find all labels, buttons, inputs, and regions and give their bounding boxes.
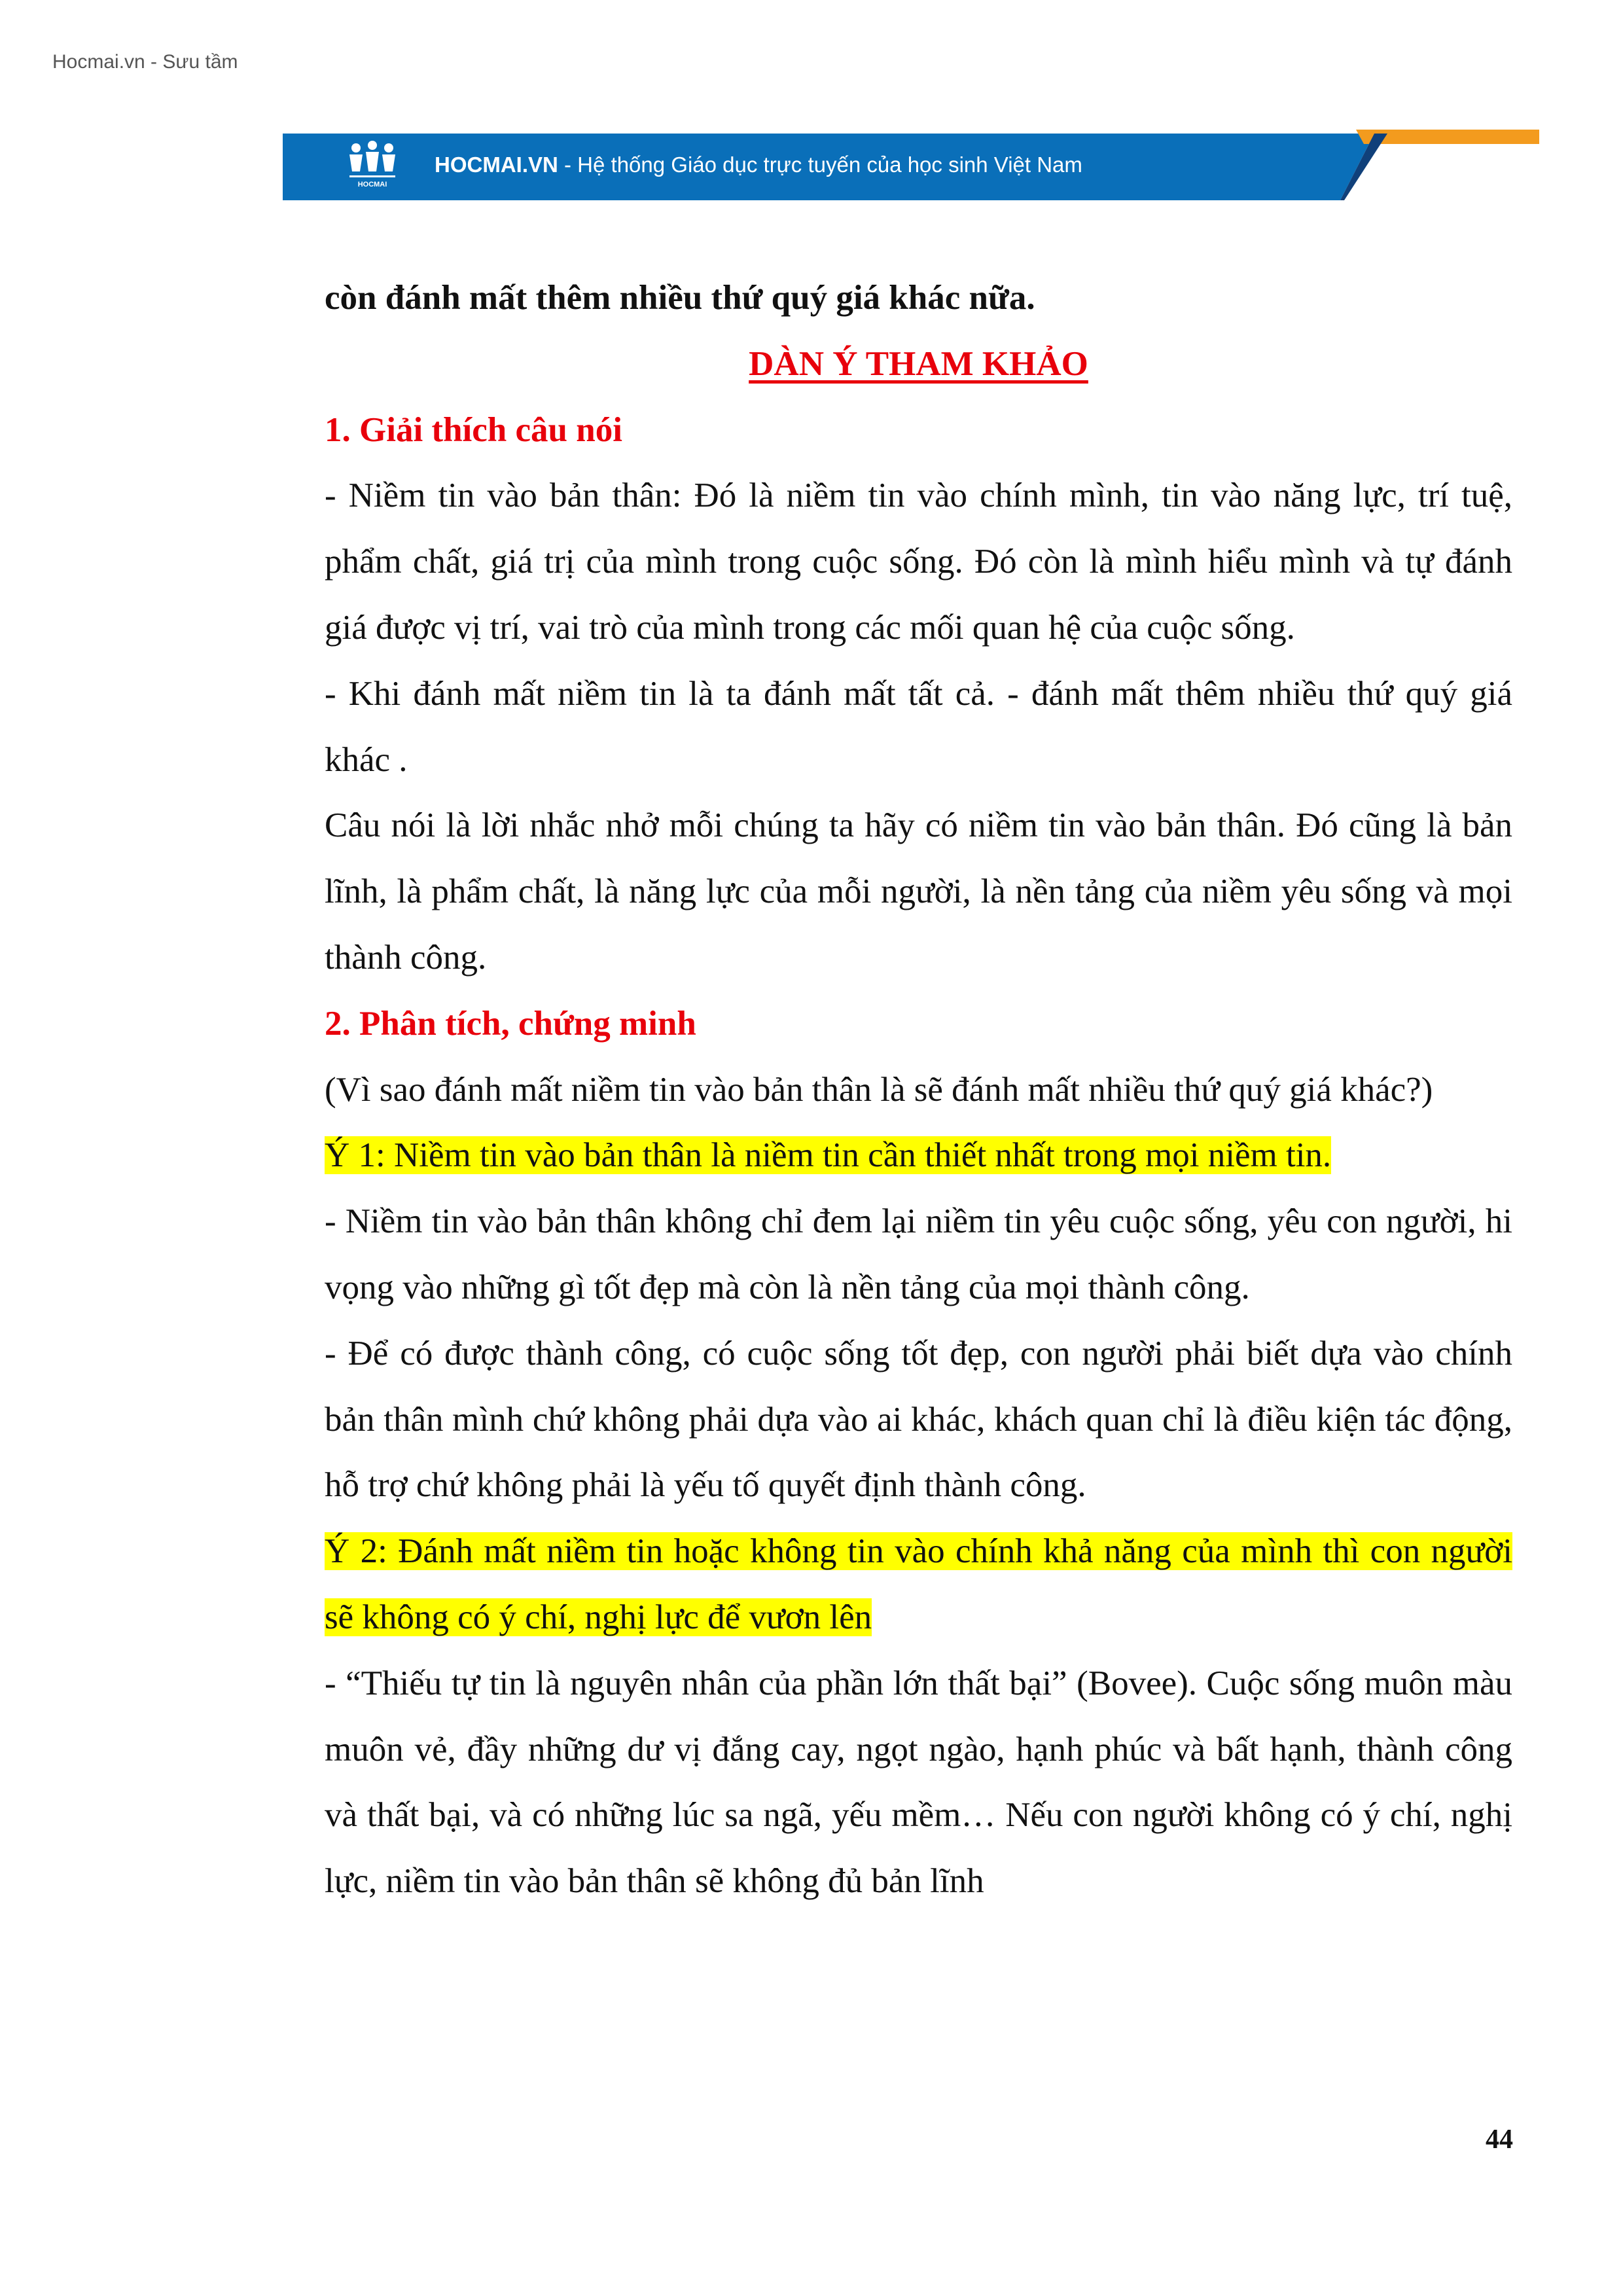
banner-text <box>435 130 1082 200</box>
section-2-heading: 2. Phân tích, chứng minh <box>325 1004 696 1043</box>
paragraph-4: (Vì sao đánh mất niềm tin vào bản thân là sẽ đánh mất nhiều thứ quý giá khác?) <box>325 1070 1433 1109</box>
banner-tagline: - Hệ thống Giáo dục trực tuyến của học sinh Việt Nam <box>558 152 1082 177</box>
paragraph-6: - Để có được thành công, có cuộc sống tốt đẹp, con người phải biết dựa vào chính bản thân mình chứ không phải dựa vào ai khác, khách quan chỉ là điều kiện tác động, hỗ trợ chứ không phải là yếu tố quyết định thành công. <box>325 1334 1512 1505</box>
paragraph-7: - “Thiếu tự tin là nguyên nhân của phần lớn thất bại” (Bovee). Cuộc sống muôn màu muôn vẻ, đầy những dư vị đắng cay, ngọt ngào, hạnh phúc và bất hạnh, thành công và thất bại, và có những lúc sa ngã, yếu mềm… Nếu con người không có ý chí, nghị lực, niềm tin vào bản thân sẽ không đủ bản lĩnh <box>325 1664 1512 1901</box>
watermark: Hocmai.vn - Sưu tầm <box>52 51 238 73</box>
page-number: 44 <box>1486 2125 1513 2155</box>
idea-1-highlight: Ý 1: Niềm tin vào bản thân là niềm tin cần thiết nhất trong mọi niềm tin. <box>325 1136 1332 1175</box>
paragraph-3: Câu nói là lời nhắc nhở mỗi chúng ta hãy có niềm tin vào bản thân. Đó cũng là bản lĩnh, là phẩm chất, là năng lực của mỗi người, là nền tảng của niềm yêu sống và mọi thành công. <box>325 806 1512 977</box>
idea-1-line <box>325 1122 1512 1189</box>
idea-2-highlight: Ý 2: Đánh mất niềm tin hoặc không tin vào chính khả năng của mình thì con người sẽ không có ý chí, nghị lực để vươn lên <box>325 1532 1512 1636</box>
outline-title: DÀN Ý THAM KHẢO <box>749 344 1088 383</box>
intro-line: còn đánh mất thêm nhiều thứ quý giá khác nữa. <box>325 279 1035 317</box>
header-banner <box>283 130 1539 200</box>
svg-text:HOCMAI: HOCMAI <box>357 181 387 188</box>
section-1-heading: 1. Giải thích câu nói <box>325 410 622 449</box>
paragraph-5: - Niềm tin vào bản thân không chỉ đem lại niềm tin yêu cuộc sống, yêu con người, hi vọng vào những gì tốt đẹp mà còn là nền tảng của mọi thành công. <box>325 1202 1512 1306</box>
paragraph-2: - Khi đánh mất niềm tin là ta đánh mất tất cả. - đánh mất thêm nhiều thứ quý giá khác . <box>325 674 1512 779</box>
paragraph-1: - Niềm tin vào bản thân: Đó là niềm tin vào chính mình, tin vào năng lực, trí tuệ, phẩm chất, giá trị của mình trong cuộc sống. Đó còn là mình hiểu mình và tự đánh giá được vị trí, vai trò của mình trong các mối quan hệ của cuộc sống. <box>325 476 1512 647</box>
page-content <box>325 265 1512 1914</box>
banner-brand: HOCMAI.VN <box>435 152 558 177</box>
idea-2-line <box>325 1518 1512 1651</box>
hocmai-logo-icon <box>347 140 398 190</box>
